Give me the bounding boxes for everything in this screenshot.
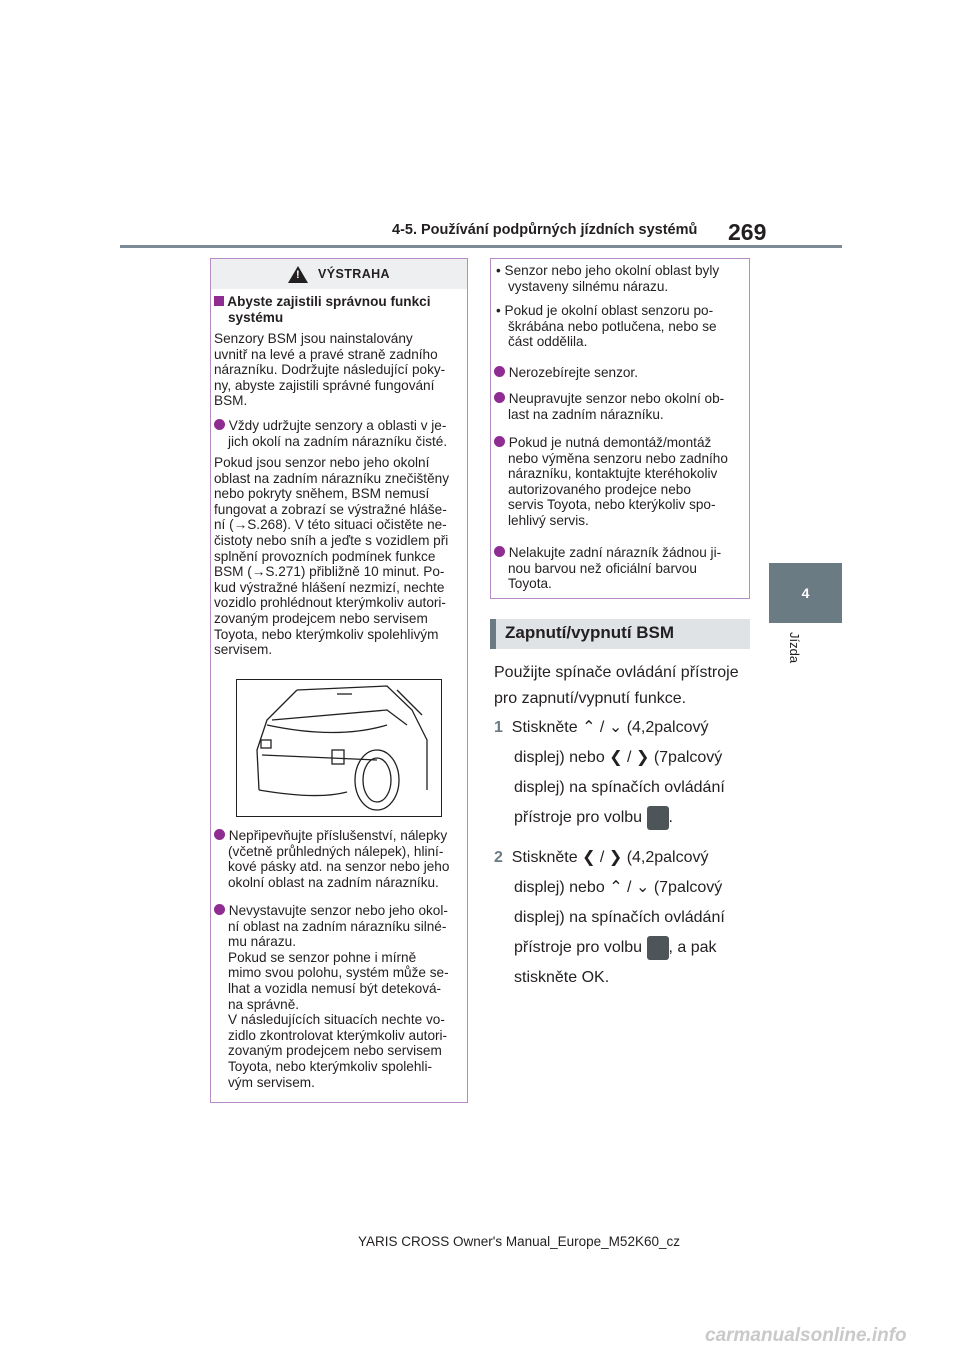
round-bullet-icon [494, 436, 505, 447]
ok-button-label: OK [581, 969, 605, 986]
gear-settings-icon [647, 806, 669, 830]
chevron-right-icon: ❯ [635, 749, 650, 766]
warning-subheading: Abyste zajistili správnou funkci systému [214, 294, 430, 325]
round-bullet-icon [494, 546, 505, 557]
cont-bullet-modify: Neupravujte senzor nebo okolní ob- last na zadním nárazníku. [494, 391, 724, 422]
footer: YARIS CROSS Owner's Manual_Europe_M52K60_cz [358, 1234, 680, 1249]
warning-intro: Senzory BSM jsou nainstalovány uvnitř na levé a pravé straně zadního nárazníku. Dodržujte následující poky- ny, abyste zajistili správné fungování BSM. [214, 331, 446, 409]
square-bullet-icon [214, 296, 224, 306]
cont-bullet-disassemble: Nerozebírejte senzor. [494, 365, 638, 381]
chevron-left-icon: ❮ [582, 849, 596, 866]
page-number: 269 [728, 219, 767, 245]
chevron-right-icon: ❯ [608, 849, 623, 866]
cont-item-impact: • Senzor nebo jeho okolní oblast byly vystaveny silnému nárazu. [496, 263, 720, 294]
chevron-up-icon: ⌃ [609, 879, 623, 896]
section-title: 4-5. Používání podpůrných jízdních systémů [392, 222, 698, 238]
chevron-down-icon: ⌄ [635, 879, 650, 896]
warning-bullet-impact: Nevystavujte senzor nebo jeho okol- ní oblast na zadním nárazníku silné- mu nárazu. Pokud se senzor pohne i mírně mimo svou polohu, systém může se- lhat a vozidla nemusí být deteková- na správně. V následujících situacích nechte vo- zidlo zkontrolovat kterýmkoliv autori- zovaným prodejcem nebo servisem Toyota, nebo kterýmkoliv spolehli- vým servisem. [214, 903, 449, 1090]
header-rule [120, 245, 842, 248]
chevron-left-icon: ❮ [609, 749, 623, 766]
car-rear-icon [237, 680, 441, 816]
round-bullet-icon [214, 904, 225, 915]
round-bullet-icon [494, 366, 505, 377]
watermark: carmanualsonline.info [705, 1325, 907, 1346]
section-heading: Zapnutí/vypnutí BSM [505, 623, 675, 642]
warning-header [211, 259, 467, 289]
chapter-label: Jízda [787, 632, 802, 664]
chevron-down-icon: ⌄ [608, 719, 623, 736]
warning-triangle-icon [288, 266, 308, 283]
warning-bullet-stickers: Nepřipevňujte příslušenství, nálepky (včetně průhledných nálepek), hliní- kové pásky atd. na senzor nebo jeho okolní oblast na zadním nárazníku. [214, 828, 449, 890]
cont-bullet-paint: Nelakujte zadní nárazník žádnou ji- nou barvou než oficiální barvou Toyota. [494, 545, 721, 592]
warning-heading: VÝSTRAHA [318, 267, 390, 281]
round-bullet-icon [214, 829, 225, 840]
round-bullet-icon [494, 392, 505, 403]
bsm-icon [647, 936, 669, 960]
chevron-up-icon: ⌃ [582, 719, 596, 736]
round-bullet-icon [214, 419, 225, 430]
warning-bullet-clean: Vždy udržujte senzory a oblasti v je- jich okolí na zadním nárazníku čisté. [214, 418, 447, 449]
section-intro: Použijte spínače ovládání přístroje pro zapnutí/vypnutí funkce. [494, 664, 739, 707]
chapter-tab[interactable]: 4 [769, 563, 842, 623]
cont-bullet-replace: Pokud je nutná demontáž/montáž nebo výměna senzoru nebo zadního nárazníku, kontaktujte kteréhokoliv autorizovaného prodejce nebo servis Toyota, nebo kterýkoliv spo- lehlivý servis. [494, 435, 728, 529]
step-1: 1 Stiskněte ⌃ / ⌄ (4,2palcový displej) nebo ❮ / ❯ (7palcový displej) na spínačích ovládání přístroje pro volbu . [494, 713, 725, 833]
rear-bumper-illustration [236, 679, 442, 817]
cont-item-scratched: • Pokud je okolní oblast senzoru po- škrábána nebo potlučena, nebo se část oddělila. [496, 303, 717, 350]
step-2: 2 Stiskněte ❮ / ❯ (4,2palcový displej) nebo ⌃ / ⌄ (7palcový displej) na spínačích ovládání přístroje pro volbu , a pak stiskněte OK. [494, 849, 725, 986]
warning-clean-para: Pokud jsou senzor nebo jeho okolní oblast na zadním nárazníku znečištěny nebo pokryty sněhem, BSM nemusí fungovat a zobrazí se výstražné hláše- ní (→S.268). V této situaci očistěte ne- čistoty nebo sníh a jeďte s vozidlem při splnění provozních podmínek funkce BSM (→S.271) přibližně 10 minut. Po- kud výstražné hlášení nezmizí, nechte vozidlo prohlédnout kterýmkoliv autori- zovaným prodejcem nebo servisem Toyota, nebo kterýmkoliv spolehlivým servisem. [214, 455, 450, 658]
